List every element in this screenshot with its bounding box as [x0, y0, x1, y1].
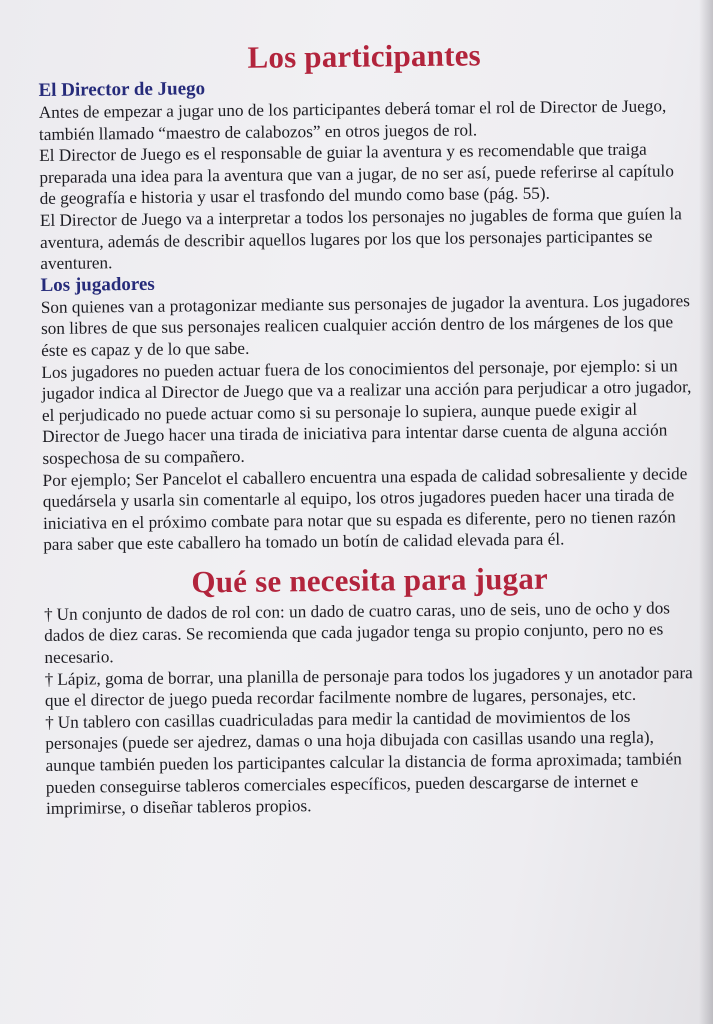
paragraph: Los jugadores no pueden actuar fuera de los conocimientos del personaje, por ejemplo: si un jugador indica al Director de Juego que va a realizar una acción para perjudicar a otro jugador, el perjudicado no puede actuar como si su personaje lo supiera, aunque puede exigir al Director de Juego hacer una tirada de iniciativa para intentar darse cuenta de alguna acción sospechosa de su compañero. — [41, 355, 692, 468]
page-edge-shadow — [699, 0, 713, 1024]
list-item — [44, 597, 697, 669]
page-title: Los participantes — [247, 37, 482, 75]
dagger-bullet-icon: † — [43, 604, 53, 624]
list-item — [45, 705, 698, 820]
dagger-bullet-icon: † — [45, 712, 54, 732]
page-content — [38, 33, 698, 820]
list-item-text: Un tablero con casillas cuadriculadas para medir la cantidad de movimientos de los personajes (puede ser ajedrez, damas o una hoja dibujada con casillas usando una regla), aunque también pueden los participantes calcular la distancia de forma aproximada; también pueden conseguirse tableros comerciales específicos, pueden descargarse de internet e imprimirse, o diseñar tableros propios. — [45, 706, 682, 819]
paragraph: El Director de Juego es el responsable de guiar la aventura y es recomendable que traiga preparada una idea para la aventura que van a jugar, de no ser así, puede referirse al capítulo de geografía e historia y usar el trasfondo del mundo como base (pág. 55). — [39, 139, 674, 209]
dagger-bullet-icon: † — [44, 669, 54, 689]
paragraph: El Director de Juego va a interpretar a todos los personajes no jugables de forma que guíen la aventura, además de describir aquellos lugares por los que los personajes participantes se aventuren. — [39, 204, 682, 274]
paragraph: Antes de empezar a jugar uno de los participantes deberá tomar el rol de Director de Juego, también llamado “maestro de calabozos” en otros juegos de rol. — [38, 96, 667, 144]
list-item-text: Lápiz, goma de borrar, una planilla de personaje para todos los jugadores y un anotador para que el director de juego pueda recordar facilmente nombre de lugares, personajes, etc. — [44, 662, 693, 711]
paragraph: Son quienes van a protagonizar mediante sus personajes de jugador la aventura. Los jugadores son libres de que sus personajes realicen cualquier acción dentro de los márgenes de los que éste es capaz y de lo que sabe. — [40, 290, 690, 360]
section-heading-director: El Director de Juego — [38, 78, 206, 101]
section-heading-players: Los jugadores — [40, 273, 155, 296]
paragraph: Por ejemplo; Ser Pancelot el caballero encuentra una espada de calidad sobresaliente y decide quedársela y usarla sin comentarle al equipo, los otros jugadores pueden hacer una tirada de iniciativa en el próximo combate para notar que su espada es diferente, pero no tienen razón para saber que este caballero ha tomado un botín de calidad elevada para él. — [42, 463, 688, 555]
list-item-text: Un conjunto de dados de rol con: un dado de cuatro caras, uno de seis, uno de ocho y dos dados de diez caras. Se recomienda que cada jugador tenga su propio conjunto, pero no es necesario. — [44, 598, 671, 668]
section-title-requirements: Qué se necesita para jugar — [191, 560, 549, 600]
list-item — [45, 662, 697, 712]
